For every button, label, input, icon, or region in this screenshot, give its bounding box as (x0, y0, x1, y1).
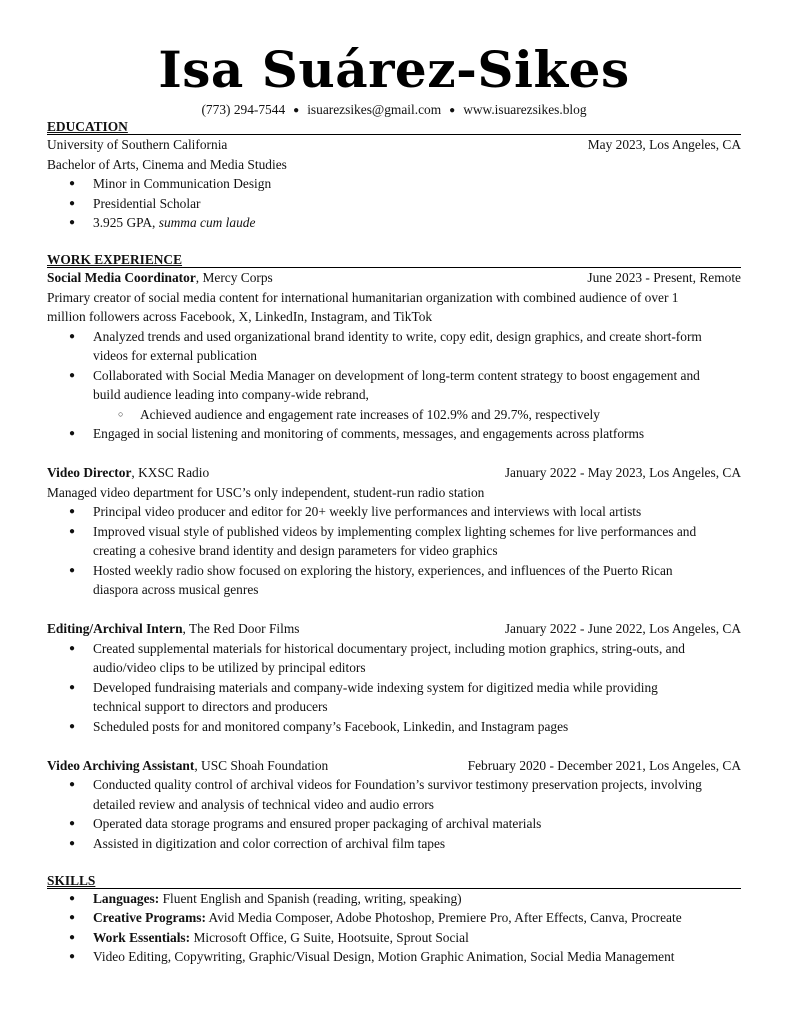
job-org: , Mercy Corps (195, 270, 273, 285)
job-org: , KXSC Radio (131, 465, 210, 480)
list-item: ● Collaborated with Social Media Manager on development of long-term content strategy to boost engagement and build audience leading into company-wide rebrand, (69, 367, 700, 402)
list-item: ● Minor in Communication Design (47, 174, 741, 194)
list-item: ● Creative Programs: Avid Media Composer, Adobe Photoshop, Premiere Pro, After Effects, Canva, Procreate (47, 908, 741, 928)
bullet-icon: ● (69, 217, 76, 228)
sub-bullet-icon: ○ (118, 408, 124, 419)
list-item: ● Hosted weekly radio show focused on exploring the history, experiences, and influences of the Puerto Rican diaspora across musical genres (69, 562, 673, 597)
education-row (47, 135, 741, 155)
skill-label: Languages: (93, 890, 160, 906)
job-bullets (47, 502, 741, 600)
job-date-location: February 2020 - December 2021, Los Angeles, CA (467, 757, 741, 773)
job-org: , The Red Door Films (182, 621, 300, 636)
list-item: ● Assisted in digitization and color correction of archival film tapes (47, 834, 741, 854)
job-date-location: June 2023 - Present, Remote (587, 270, 741, 285)
job-title: Video Director (47, 465, 132, 480)
resume (47, 40, 741, 967)
bullet-icon: ● (69, 428, 76, 439)
list-item: ● Languages: Fluent English and Spanish (reading, writing, speaking) (47, 889, 741, 909)
website-link[interactable]: www.isuarezsikes.blog (463, 102, 587, 117)
list-item: ● Presidential Scholar (47, 194, 741, 214)
job-date-location: January 2022 - June 2022, Los Angeles, CA (504, 621, 741, 636)
email-link[interactable]: isuarezsikes@gmail.com (307, 102, 442, 117)
list-item: ● Improved visual style of published videos by implementing complex lighting schemes for live performances and creating a cohesive brand identity and design parameters for video graphics (69, 523, 697, 558)
honors: summa cum laude (158, 215, 256, 230)
section-heading-education: EDUCATION (47, 119, 741, 135)
list-item: ● Engaged in social listening and monitoring of comments, messages, and engagements across platforms (47, 424, 741, 444)
section-heading-skills: SKILLS (47, 873, 741, 889)
phone: (773) 294-7544 (201, 102, 286, 117)
bullet-icon: ● (69, 892, 76, 904)
job-title: Editing/Archival Intern (47, 621, 183, 636)
bullet-icon: ● (69, 951, 76, 962)
bullet-icon: ● (69, 837, 76, 849)
skill-label: Creative Programs: (93, 910, 206, 925)
bullet-icon: ● (69, 818, 76, 829)
job-header (47, 463, 741, 483)
bullet-icon: ● (69, 912, 76, 923)
job-header (47, 756, 741, 776)
bullet-icon: ● (69, 642, 76, 654)
bullet-icon: ● (69, 178, 76, 189)
list-item: ● Developed fundraising materials and company-wide indexing system for digitized media while providing technical support to directors and producers (69, 679, 658, 714)
list-item: ● Analyzed trends and used organizational brand identity to write, copy edit, design graphics, and create short-form videos for external publication (69, 328, 702, 363)
job-header (47, 619, 741, 639)
bullet-icon: ● (69, 369, 76, 381)
job-bullets (47, 775, 741, 853)
bullet-icon: ● (69, 720, 76, 732)
job-title: Social Media Coordinator (47, 270, 196, 285)
bullet-icon: ● (69, 197, 76, 209)
list-item: ● Created supplemental materials for historical documentary project, including motion graphics, string-outs, and audio/video clips to be utilized by principal editors (69, 640, 686, 675)
list-item: ● Scheduled posts for and monitored company’s Facebook, Linkedin, and Instagram pages (47, 717, 741, 737)
list-item: ● Operated data storage programs and ensured proper packaging of archival materials (47, 814, 741, 834)
list-item: ● Video Editing, Copywriting, Graphic/Visual Design, Motion Graphic Animation, Social Media Management (47, 947, 741, 967)
job-date-location: January 2022 - May 2023, Los Angeles, CA (504, 465, 741, 480)
education-date-location: May 2023, Los Angeles, CA (587, 137, 741, 152)
list-item: ● Principal video producer and editor for 20+ weekly live performances and interviews with local artists (47, 502, 741, 522)
list-item: ● Conducted quality control of archival videos for Foundation’s survivor testimony preservation projects, involving detailed review and analysis of technical video and audio errors (69, 777, 702, 812)
job-summary: million followers across Facebook, X, LinkedIn, Instagram, and TikTok (47, 309, 433, 324)
list-item: ● Work Essentials: Microsoft Office, G Suite, Hootsuite, Sprout Social (47, 928, 741, 948)
list-item: ○ Achieved audience and engagement rate increases of 102.9% and 29.7%, respectively (47, 405, 741, 425)
bullet-icon: ● (69, 931, 76, 943)
bullet-icon: ● (69, 564, 76, 576)
job-summary: Managed video department for USC’s only independent, student-run radio station (47, 484, 485, 500)
job-header (47, 268, 741, 288)
separator-dot: ● (293, 105, 300, 116)
job-summary: Primary creator of social media content for international humanitarian organization with combined audience of over 1 (47, 289, 679, 305)
education-bullets (47, 174, 741, 233)
candidate-name: Isa Suárez-Sikes (158, 40, 630, 99)
skill-label: Work Essentials: (93, 929, 191, 945)
degree: Bachelor of Arts, Cinema and Media Studies (47, 156, 287, 172)
gpa: 3.925 GPA, (93, 215, 159, 230)
contact-line (47, 102, 741, 119)
job-bullets (47, 639, 741, 737)
section-heading-work: WORK EXPERIENCE (47, 252, 741, 268)
school-name: University of Southern California (47, 137, 228, 152)
bullet-icon: ● (69, 506, 76, 517)
bullet-icon: ● (69, 525, 76, 537)
job-org: , USC Shoah Foundation (194, 757, 329, 773)
job-title: Video Archiving Assistant (47, 757, 195, 773)
bullet-icon: ● (69, 330, 76, 342)
skills-list (47, 889, 741, 967)
job-bullets (47, 327, 741, 444)
separator-dot: ● (449, 105, 456, 116)
bullet-icon: ● (69, 779, 76, 790)
list-item (47, 213, 741, 233)
bullet-icon: ● (69, 681, 76, 693)
